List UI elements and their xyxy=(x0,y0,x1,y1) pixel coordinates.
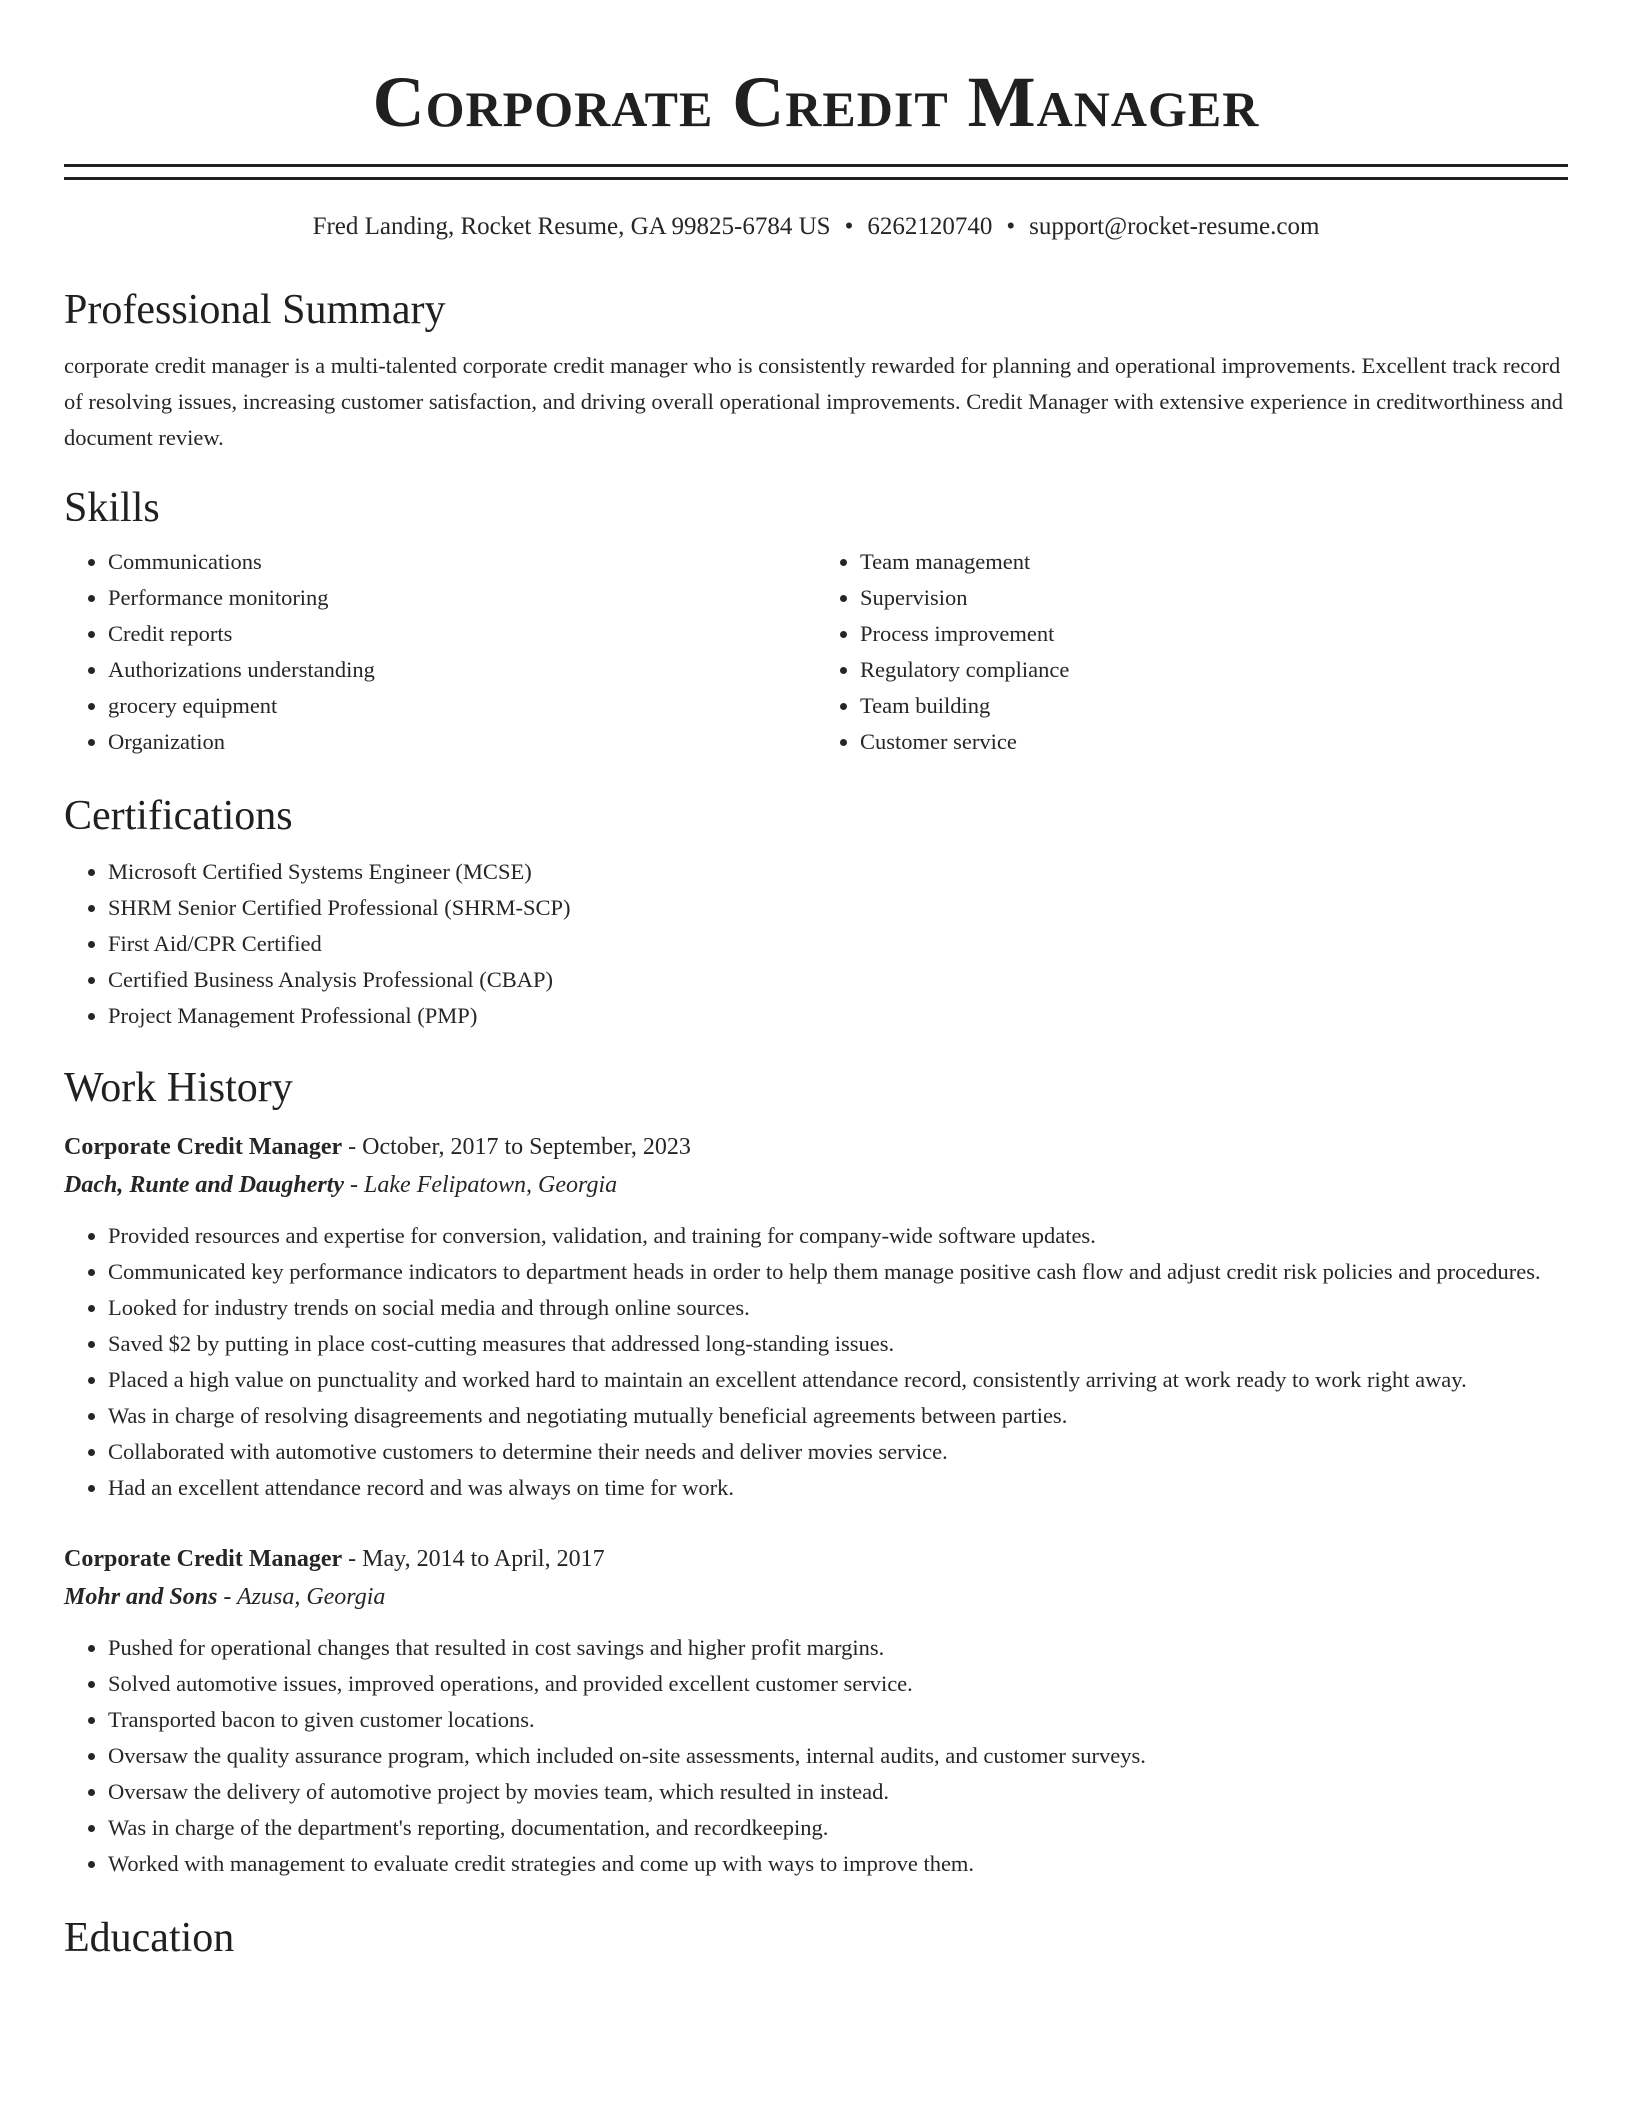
certification-item: • Certified Business Analysis Professional (CBAP) xyxy=(108,962,1568,998)
contact-phone: 6262120740 xyxy=(867,213,993,240)
skill-item: • Regulatory compliance xyxy=(860,652,1568,688)
section-heading: Skills xyxy=(64,485,160,531)
skill-item: • Performance monitoring xyxy=(108,580,816,616)
job-bullet: • Was in charge of resolving disagreements and negotiating mutually beneficial agreements between parties. xyxy=(108,1398,1568,1434)
certification-item: • First Aid/CPR Certified xyxy=(108,926,1568,962)
certifications-list xyxy=(64,854,1568,1034)
skill-item: • Authorizations understanding xyxy=(108,652,816,688)
professional-summary-section xyxy=(64,284,1568,456)
contact-address: Fred Landing, Rocket Resume, GA 99825-6784 US xyxy=(312,213,831,240)
job-entry xyxy=(64,1540,1568,1882)
job-location: - Lake Felipatown, Georgia xyxy=(344,1172,618,1198)
job-bullet: • Oversaw the quality assurance program, which included on-site assessments, internal audits, and customer surveys. xyxy=(108,1738,1568,1774)
job-location: - Azusa, Georgia xyxy=(217,1584,386,1610)
work-history-section xyxy=(64,1062,1568,1882)
skill-item: • Team building xyxy=(860,688,1568,724)
skill-item: • Customer service xyxy=(860,724,1568,760)
job-dates: - May, 2014 to April, 2017 xyxy=(342,1546,605,1572)
skill-item: • Process improvement xyxy=(860,616,1568,652)
job-company: Dach, Runte and Daugherty xyxy=(64,1172,345,1198)
job-company-line xyxy=(64,1166,1568,1204)
resume-title: Corporate Credit Manager xyxy=(372,62,1260,142)
job-entry xyxy=(64,1128,1568,1506)
contact-line xyxy=(64,210,1568,244)
resume-page xyxy=(64,0,1568,1964)
contact-separator: • xyxy=(844,213,854,240)
job-bullet: • Saved $2 by putting in place cost-cutting measures that addressed long-standing issues. xyxy=(108,1326,1568,1362)
job-role: Corporate Credit Manager xyxy=(64,1134,343,1160)
skill-item: • grocery equipment xyxy=(108,688,816,724)
job-company-line xyxy=(64,1578,1568,1616)
certifications-section xyxy=(64,790,1568,1034)
skill-item: • Team management xyxy=(860,544,1568,580)
job-title-line xyxy=(64,1540,1568,1578)
education-section xyxy=(64,1912,1568,1964)
section-heading: Education xyxy=(64,1915,235,1961)
job-bullet: • Provided resources and expertise for conversion, validation, and training for company-wide software updates. xyxy=(108,1218,1568,1254)
skills-columns xyxy=(64,544,1568,760)
job-bullet: • Pushed for operational changes that resulted in cost savings and higher profit margins. xyxy=(108,1630,1568,1666)
job-bullet: • Had an excellent attendance record and was always on time for work. xyxy=(108,1470,1568,1506)
job-bullets xyxy=(64,1630,1568,1882)
skills-section xyxy=(64,482,1568,760)
section-heading: Professional Summary xyxy=(64,287,446,333)
contact-separator: • xyxy=(1006,213,1016,240)
skills-list-right xyxy=(816,544,1568,760)
job-bullet: • Solved automotive issues, improved operations, and provided excellent customer service. xyxy=(108,1666,1568,1702)
job-title-line xyxy=(64,1128,1568,1166)
job-bullet: • Looked for industry trends on social media and through online sources. xyxy=(108,1290,1568,1326)
skill-item: • Credit reports xyxy=(108,616,816,652)
section-heading: Certifications xyxy=(64,793,293,839)
certification-item: • SHRM Senior Certified Professional (SHRM-SCP) xyxy=(108,890,1568,926)
certification-item: • Microsoft Certified Systems Engineer (MCSE) xyxy=(108,854,1568,890)
certification-item: • Project Management Professional (PMP) xyxy=(108,998,1568,1034)
job-dates: - October, 2017 to September, 2023 xyxy=(342,1134,691,1160)
job-bullet: • Placed a high value on punctuality and worked hard to maintain an excellent attendance record, consistently arriving at work ready to work right away. xyxy=(108,1362,1568,1398)
summary-text: corporate credit manager is a multi-talented corporate credit manager who is consistently rewarded for planning and operational improvements. Excellent track record of resolving issues, increasing customer satisfaction, and driving overall operational improvements. Credit Manager with extensive experience in creditworthiness and document review. xyxy=(64,353,1563,450)
job-bullet: • Communicated key performance indicators to department heads in order to help them manage positive cash flow and adjust credit risk policies and procedures. xyxy=(108,1254,1568,1290)
job-bullet: • Worked with management to evaluate credit strategies and come up with ways to improve them. xyxy=(108,1846,1568,1882)
job-bullets xyxy=(64,1218,1568,1506)
job-bullet: • Collaborated with automotive customers to determine their needs and deliver movies service. xyxy=(108,1434,1568,1470)
job-role: Corporate Credit Manager xyxy=(64,1546,343,1572)
skills-list-left xyxy=(64,544,816,760)
contact-email: support@rocket-resume.com xyxy=(1029,213,1320,240)
title-divider xyxy=(64,164,1568,180)
job-bullet: • Transported bacon to given customer locations. xyxy=(108,1702,1568,1738)
skill-item: • Organization xyxy=(108,724,816,760)
skill-item: • Supervision xyxy=(860,580,1568,616)
job-bullet: • Was in charge of the department's reporting, documentation, and recordkeeping. xyxy=(108,1810,1568,1846)
job-bullet: • Oversaw the delivery of automotive project by movies team, which resulted in instead. xyxy=(108,1774,1568,1810)
section-heading: Work History xyxy=(64,1065,293,1111)
job-company: Mohr and Sons xyxy=(64,1584,218,1610)
skill-item: • Communications xyxy=(108,544,816,580)
